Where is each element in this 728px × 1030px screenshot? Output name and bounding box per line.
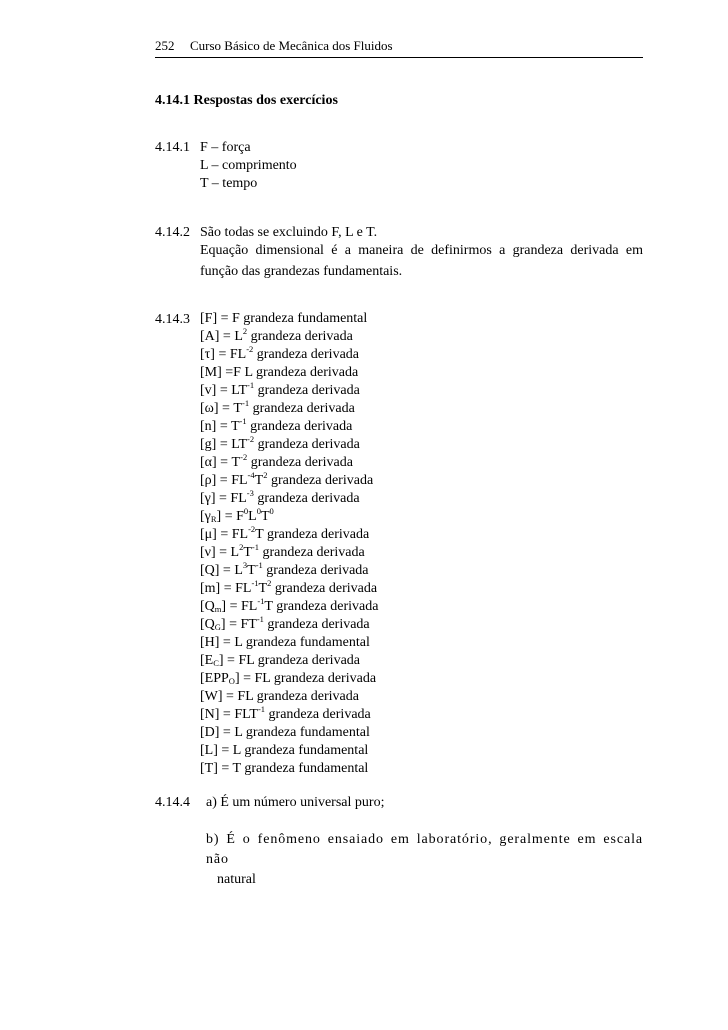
dimension-l: [W] = FL bbox=[200, 689, 257, 704]
dimension-l2: ] = F bbox=[216, 509, 244, 524]
dimension-r: grandeza derivada bbox=[273, 671, 377, 686]
dimension-r: grandeza derivada bbox=[254, 437, 360, 452]
dimension-s1: -1 bbox=[256, 614, 264, 624]
dimension-l: [m] = FL bbox=[200, 581, 252, 596]
answer-item-b bbox=[206, 830, 643, 890]
dimension-row bbox=[200, 706, 378, 724]
dimension-row bbox=[200, 580, 378, 598]
answer-item-a: a) É um número universal puro; bbox=[206, 795, 385, 810]
dimension-m: T bbox=[255, 527, 267, 542]
dimension-s1: 2 bbox=[242, 326, 248, 336]
dimension-r: grandeza derivada bbox=[259, 545, 365, 560]
dimension-r: grandeza fundamental bbox=[243, 311, 368, 326]
dimension-s1: -2 bbox=[240, 452, 248, 462]
dimension-s1: 2 bbox=[239, 542, 244, 552]
dimension-row bbox=[200, 364, 378, 382]
dimension-l2: ] = FT bbox=[220, 617, 257, 632]
dimension-r: grandeza derivada bbox=[256, 689, 359, 704]
answer-item-b-line1: b) É o fenômeno ensaiado em laboratório, geralmente em escala não bbox=[206, 832, 643, 867]
exercise-number: 4.14.3 bbox=[155, 312, 190, 327]
exercise-number: 4.14.1 bbox=[155, 140, 190, 155]
dimension-s1: -1 bbox=[257, 704, 266, 714]
dimension-sub: R bbox=[210, 514, 217, 524]
dimension-row bbox=[200, 616, 378, 634]
dimension-r: grandeza derivada bbox=[247, 329, 353, 344]
dimension-r: grandeza derivada bbox=[276, 599, 379, 614]
dimension-r: grandeza derivada bbox=[253, 347, 359, 362]
dimension-sub: G bbox=[214, 622, 221, 632]
exercise-number: 4.14.2 bbox=[155, 225, 190, 240]
answer-item-b-line2: natural bbox=[217, 872, 256, 887]
dimension-s1: -4 bbox=[247, 470, 255, 480]
dimension-l: [Q bbox=[200, 617, 215, 632]
answer-paragraph: Equação dimensional é a maneira de definirmos a grandeza derivada em função das grandezas fundamentais. bbox=[200, 243, 643, 279]
dimension-row bbox=[200, 508, 378, 526]
dimension-l2: ] = FL bbox=[218, 653, 258, 668]
dimension-s2: 0 bbox=[256, 506, 261, 516]
dimension-l: [E bbox=[200, 653, 214, 668]
dimension-l: [ν] = L bbox=[200, 545, 240, 560]
dimension-s1: -2 bbox=[246, 344, 254, 354]
dimension-l2: ] = FL bbox=[234, 671, 274, 686]
dimension-s1: -1 bbox=[239, 416, 247, 426]
dimension-l: [A] = L bbox=[200, 329, 243, 344]
page-number: 252 bbox=[155, 38, 175, 53]
dimension-l: [M] =F L bbox=[200, 365, 256, 380]
dimension-r: grandeza derivada bbox=[263, 617, 370, 632]
dimension-r: grandeza derivada bbox=[266, 527, 370, 542]
header-rule bbox=[155, 57, 643, 58]
dimension-l: [g] = LT bbox=[200, 437, 248, 452]
answer-line: F – força bbox=[200, 140, 251, 155]
dimension-l: [τ] = FL bbox=[200, 347, 247, 362]
dimension-row bbox=[200, 742, 378, 760]
dimension-row bbox=[200, 490, 378, 508]
dimension-r: grandeza derivada bbox=[257, 653, 360, 668]
dimension-r: grandeza derivada bbox=[265, 707, 371, 722]
dimension-row bbox=[200, 544, 378, 562]
dimension-m: L bbox=[248, 509, 257, 524]
dimension-m: T bbox=[258, 581, 268, 596]
dimension-l: [Q bbox=[200, 599, 215, 614]
dimension-row bbox=[200, 454, 378, 472]
dimension-row bbox=[200, 382, 378, 400]
dimension-m: T bbox=[254, 473, 264, 488]
dimension-r: grandeza fundamental bbox=[244, 743, 369, 758]
dimension-row bbox=[200, 346, 378, 364]
dimension-m: T bbox=[247, 563, 256, 578]
dimension-row bbox=[200, 634, 378, 652]
dimension-r: grandeza derivada bbox=[271, 581, 378, 596]
dimension-s2: 2 bbox=[267, 578, 272, 588]
exercise-number: 4.14.4 bbox=[155, 795, 190, 810]
dimension-l: [D] = L bbox=[200, 725, 246, 740]
dimension-r: grandeza derivada bbox=[254, 383, 360, 398]
dimension-l: [L] = L bbox=[200, 743, 245, 758]
dimension-l: [Q] = L bbox=[200, 563, 243, 578]
answer-line: T – tempo bbox=[200, 176, 258, 191]
dimension-row bbox=[200, 472, 378, 490]
dimension-r: grandeza derivada bbox=[249, 401, 355, 416]
dimension-s1: -1 bbox=[251, 578, 259, 588]
dimension-s2: -1 bbox=[255, 560, 263, 570]
dimension-s1: 0 bbox=[243, 506, 249, 516]
dimension-l: [α] = T bbox=[200, 455, 241, 470]
dimension-r: grandeza fundamental bbox=[245, 635, 370, 650]
dimension-list bbox=[200, 310, 378, 778]
dimension-sub: C bbox=[213, 658, 219, 668]
dimension-l: [T] = T bbox=[200, 761, 245, 776]
dimension-l: [H] = L bbox=[200, 635, 246, 650]
dimension-l: [n] = T bbox=[200, 419, 240, 434]
dimension-l: [μ] = FL bbox=[200, 527, 249, 542]
dimension-l: [γ bbox=[200, 509, 211, 524]
dimension-r: grandeza fundamental bbox=[245, 725, 370, 740]
dimension-s1: -3 bbox=[246, 488, 254, 498]
dimension-l: [ρ] = FL bbox=[200, 473, 248, 488]
dimension-l: [ω] = T bbox=[200, 401, 242, 416]
dimension-r: grandeza derivada bbox=[246, 419, 353, 434]
dimension-s1: -1 bbox=[242, 398, 250, 408]
dimension-s1: -1 bbox=[247, 380, 255, 390]
dimension-l: [F] = F bbox=[200, 311, 244, 326]
dimension-row bbox=[200, 328, 378, 346]
dimension-row bbox=[200, 526, 378, 544]
dimension-row bbox=[200, 652, 378, 670]
dimension-m: T bbox=[264, 599, 277, 614]
dimension-r: grandeza derivada bbox=[262, 563, 369, 578]
dimension-row bbox=[200, 598, 378, 616]
dimension-m: T bbox=[243, 545, 252, 560]
dimension-row bbox=[200, 400, 378, 418]
dimension-r: grandeza fundamental bbox=[244, 761, 369, 776]
dimension-s1: -2 bbox=[247, 434, 255, 444]
dimension-l: [v] = LT bbox=[200, 383, 248, 398]
answer-line: São todas se excluindo F, L e T. bbox=[200, 225, 378, 240]
dimension-sub: m bbox=[214, 604, 222, 614]
dimension-l2: ] = FL bbox=[221, 599, 258, 614]
dimension-l: [γ] = FL bbox=[200, 491, 247, 506]
dimension-row bbox=[200, 436, 378, 454]
dimension-s2: 2 bbox=[263, 470, 268, 480]
dimension-s1: 3 bbox=[242, 560, 248, 570]
dimension-m2: T bbox=[260, 509, 270, 524]
answer-line: L – comprimento bbox=[200, 158, 297, 173]
dimension-r: grandeza derivada bbox=[247, 455, 353, 470]
section-heading: 4.14.1 Respostas dos exercícios bbox=[155, 93, 338, 108]
dimension-row bbox=[200, 418, 378, 436]
running-title: Curso Básico de Mecânica dos Fluidos bbox=[190, 38, 393, 53]
dimension-row bbox=[200, 562, 378, 580]
dimension-s2: -1 bbox=[251, 542, 260, 552]
dimension-s1: -1 bbox=[257, 596, 265, 606]
dimension-s3: 0 bbox=[269, 506, 274, 516]
dimension-s1: -2 bbox=[248, 524, 256, 534]
dimension-l: [N] = FLT bbox=[200, 707, 258, 722]
dimension-r: grandeza derivada bbox=[256, 365, 359, 380]
dimension-l: [EPP bbox=[200, 671, 229, 686]
dimension-row bbox=[200, 310, 378, 328]
dimension-r: grandeza derivada bbox=[267, 473, 374, 488]
dimension-row bbox=[200, 670, 378, 688]
dimension-sub: O bbox=[228, 676, 235, 686]
dimension-r: grandeza derivada bbox=[253, 491, 360, 506]
dimension-row bbox=[200, 760, 378, 778]
dimension-row bbox=[200, 724, 378, 742]
dimension-row bbox=[200, 688, 378, 706]
